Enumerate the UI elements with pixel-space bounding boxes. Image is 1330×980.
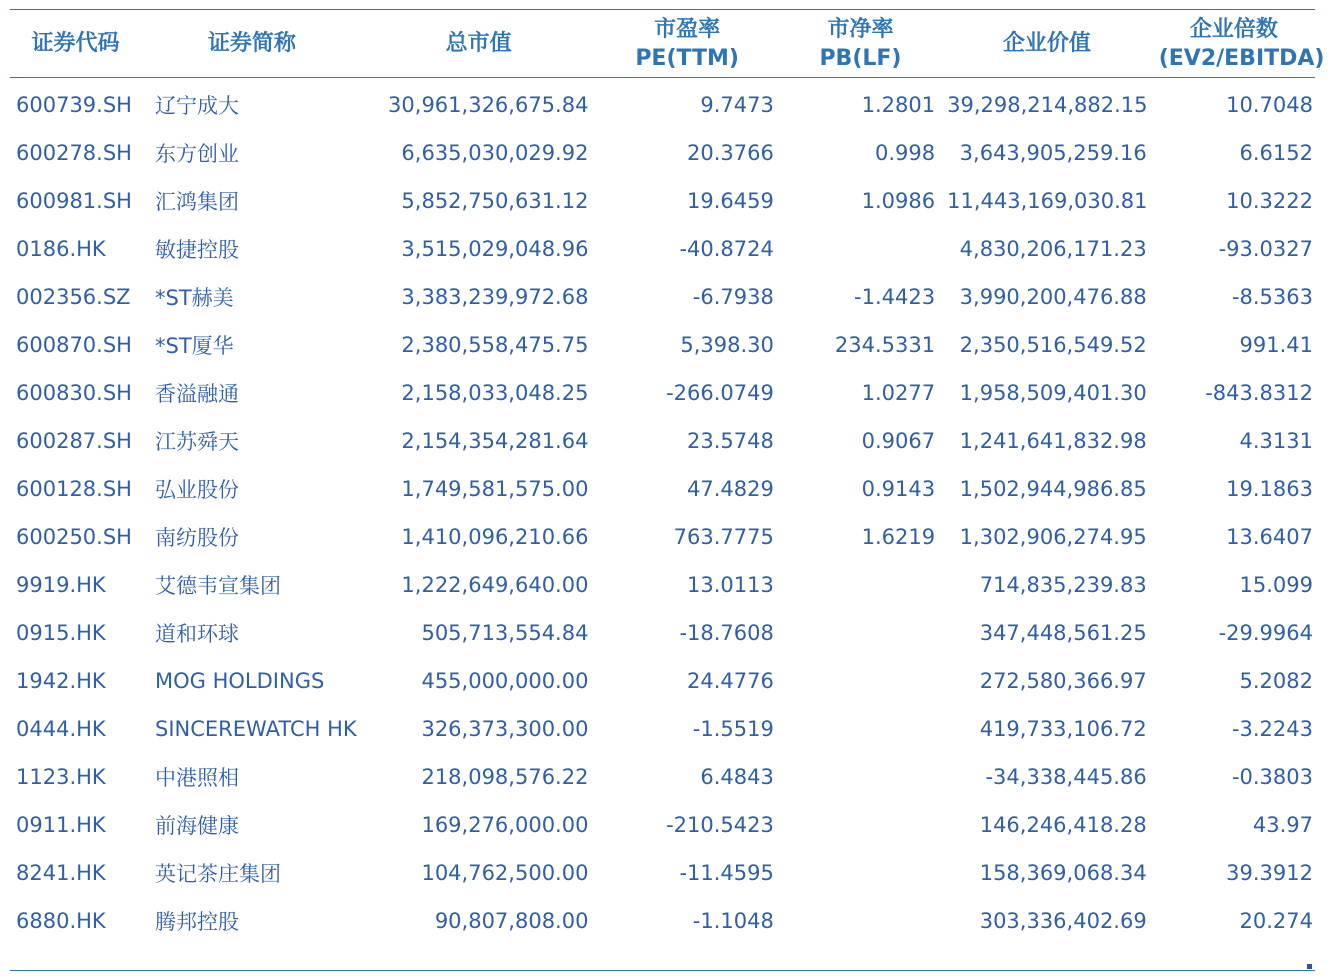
cell-pe-ttm: 23.5748 [687, 429, 774, 453]
cell-enterprise-value: -34,338,445.86 [985, 765, 1147, 789]
cell-security-name: 艾德韦宣集团 [155, 574, 281, 598]
table-row [10, 801, 1315, 849]
cell-pe-ttm: 13.0113 [687, 573, 774, 597]
cell-security-name: 腾邦控股 [155, 910, 239, 934]
cell-pb-lf [780, 897, 941, 945]
cell-market-cap: 3,515,029,048.96 [401, 237, 589, 261]
cell-pe-ttm: -1.1048 [692, 909, 774, 933]
cell-security-name: SINCEREWATCH HK [155, 717, 357, 741]
header-market-cap [363, 10, 595, 77]
cell-security-name: 弘业股份 [155, 478, 239, 502]
header-ev-ebitda-line-1: (EV2/EBITDA) [1158, 45, 1325, 71]
cell-pe-ttm: 20.3766 [687, 141, 774, 165]
cell-enterprise-value: 2,350,516,549.52 [959, 333, 1147, 357]
cell-security-name: *ST厦华 [155, 334, 234, 358]
cell-pe-ttm: -11.4595 [679, 861, 774, 885]
table-row [10, 561, 1315, 609]
table-row [10, 77, 1315, 129]
cell-pb-lf [780, 705, 941, 753]
cell-ev-ebitda: 43.97 [1252, 813, 1313, 837]
cell-enterprise-value: 714,835,239.83 [979, 573, 1147, 597]
cell-ev-ebitda: 19.1863 [1226, 477, 1313, 501]
cell-pe-ttm: 24.4776 [687, 669, 774, 693]
cell-security-code: 8241.HK [16, 861, 106, 885]
cell-pe-ttm: 5,398.30 [680, 333, 774, 357]
header-pb-lf-line-0: 市净率 [827, 16, 894, 42]
cell-security-code: 6880.HK [16, 909, 106, 933]
cell-security-code: 0186.HK [16, 237, 106, 261]
header-pe-ttm [594, 10, 779, 77]
cell-ev-ebitda: 39.3912 [1226, 861, 1313, 885]
cell-market-cap: 455,000,000.00 [421, 669, 589, 693]
cell-ev-ebitda: 13.6407 [1226, 525, 1313, 549]
cell-pe-ttm: 9.7473 [700, 93, 774, 117]
header-pe-ttm-line-1: PE(TTM) [635, 45, 739, 71]
table-row [10, 609, 1315, 657]
cell-market-cap: 2,380,558,475.75 [401, 333, 589, 357]
table-header [10, 10, 1325, 77]
cell-enterprise-value: 1,502,944,986.85 [959, 477, 1147, 501]
cell-enterprise-value: 39,298,214,882.15 [947, 93, 1148, 117]
cell-security-name: 前海健康 [155, 814, 239, 838]
cell-ev-ebitda: 10.3222 [1226, 189, 1313, 213]
cell-pe-ttm: -210.5423 [666, 813, 774, 837]
table-row [10, 657, 1315, 705]
cell-security-code: 600870.SH [16, 333, 132, 357]
cell-market-cap: 5,852,750,631.12 [401, 189, 589, 213]
cell-security-code: 1942.HK [16, 669, 106, 693]
cell-ev-ebitda: 4.3131 [1239, 429, 1313, 453]
cell-security-name: 香溢融通 [155, 382, 239, 406]
cell-market-cap: 104,762,500.00 [421, 861, 589, 885]
cell-pb-lf: 0.998 [874, 141, 936, 165]
cell-security-code: 0444.HK [16, 717, 106, 741]
cell-security-code: 0911.HK [16, 813, 106, 837]
cell-pb-lf: -1.4423 [854, 285, 936, 309]
table-row [10, 129, 1315, 177]
cell-market-cap: 2,158,033,048.25 [401, 381, 589, 405]
table-row [10, 225, 1315, 273]
table-row [10, 753, 1315, 801]
cell-security-code: 600128.SH [16, 477, 132, 501]
cell-market-cap: 1,749,581,575.00 [401, 477, 589, 501]
cell-ev-ebitda: 5.2082 [1239, 669, 1313, 693]
header-market-cap-line-0: 总市值 [445, 31, 512, 56]
cell-pb-lf [780, 753, 941, 801]
cell-market-cap: 6,635,030,029.92 [401, 141, 589, 165]
cell-pb-lf: 1.6219 [861, 525, 936, 549]
table-row [10, 465, 1315, 513]
cell-pe-ttm: 6.4843 [700, 765, 774, 789]
table-row [10, 705, 1315, 753]
cell-pe-ttm: -266.0749 [666, 381, 774, 405]
header-enterprise-value-line-0: 企业价值 [1002, 31, 1091, 56]
cell-enterprise-value: 3,643,905,259.16 [959, 141, 1147, 165]
cell-pb-lf [780, 657, 941, 705]
cell-pb-lf [780, 561, 941, 609]
cell-security-code: 600981.SH [16, 189, 132, 213]
cell-pe-ttm: -40.8724 [679, 237, 774, 261]
cell-pe-ttm: 47.4829 [687, 477, 774, 501]
cell-ev-ebitda: -0.3803 [1231, 765, 1313, 789]
cell-market-cap: 1,222,649,640.00 [401, 573, 589, 597]
cell-market-cap: 30,961,326,675.84 [388, 93, 589, 117]
cell-security-name: 敏捷控股 [155, 238, 239, 262]
cell-security-code: 1123.HK [16, 765, 106, 789]
cell-security-name: 中港照相 [155, 766, 239, 790]
cell-pb-lf: 1.2801 [861, 93, 936, 117]
cell-ev-ebitda: -93.0327 [1218, 237, 1313, 261]
table-row [10, 417, 1315, 465]
cell-pe-ttm: 763.7775 [673, 525, 774, 549]
cell-security-name: 东方创业 [155, 142, 239, 166]
cell-market-cap: 326,373,300.00 [421, 717, 589, 741]
cell-pb-lf: 1.0986 [861, 189, 936, 213]
cell-enterprise-value: 3,990,200,476.88 [959, 285, 1147, 309]
cell-ev-ebitda: 6.6152 [1239, 141, 1313, 165]
cell-enterprise-value: 158,369,068.34 [979, 861, 1147, 885]
cell-pe-ttm: -18.7608 [679, 621, 774, 645]
cell-security-name: MOG HOLDINGS [155, 669, 325, 693]
cell-market-cap: 2,154,354,281.64 [401, 429, 589, 453]
resize-handle-icon [1307, 964, 1312, 969]
cell-pe-ttm: -6.7938 [692, 285, 774, 309]
stock-valuation-table [10, 10, 1325, 945]
header-pb-lf-line-1: PB(LF) [819, 45, 902, 71]
header-pb-lf [780, 10, 941, 77]
table-row [10, 513, 1315, 561]
cell-security-code: 0915.HK [16, 621, 106, 645]
cell-pe-ttm: 19.6459 [687, 189, 774, 213]
cell-market-cap: 169,276,000.00 [421, 813, 589, 837]
cell-pb-lf [780, 801, 941, 849]
cell-ev-ebitda: -8.5363 [1231, 285, 1313, 309]
header-ev-ebitda-line-0: 企业倍数 [1189, 16, 1278, 42]
table-row [10, 321, 1315, 369]
header-security-code-line-0: 证券代码 [31, 31, 120, 56]
cell-enterprise-value: 4,830,206,171.23 [959, 237, 1147, 261]
table-body [10, 77, 1315, 945]
cell-security-code: 600278.SH [16, 141, 132, 165]
cell-security-name: 汇鸿集团 [155, 190, 239, 214]
header-row [10, 10, 1315, 77]
cell-security-name: 道和环球 [155, 622, 239, 646]
header-enterprise-value [941, 10, 1153, 77]
cell-market-cap: 218,098,576.22 [421, 765, 589, 789]
cell-security-name: *ST赫美 [155, 286, 234, 310]
cell-market-cap: 505,713,554.84 [421, 621, 589, 645]
cell-security-name: 辽宁成大 [155, 94, 239, 118]
cell-pb-lf: 234.5331 [834, 333, 936, 357]
header-security-name-line-0: 证券简称 [207, 31, 296, 56]
cell-market-cap: 90,807,808.00 [434, 909, 589, 933]
cell-security-name: 英记茶庄集团 [155, 862, 281, 886]
cell-enterprise-value: 272,580,366.97 [979, 669, 1147, 693]
cell-ev-ebitda: 991.41 [1239, 333, 1313, 357]
cell-ev-ebitda: -29.9964 [1218, 621, 1313, 645]
header-security-name [141, 10, 363, 77]
table-row [10, 849, 1315, 897]
cell-ev-ebitda: 15.099 [1239, 573, 1313, 597]
cell-enterprise-value: 146,246,418.28 [979, 813, 1147, 837]
cell-pb-lf [780, 609, 941, 657]
cell-security-code: 002356.SZ [16, 285, 131, 309]
cell-enterprise-value: 347,448,561.25 [979, 621, 1147, 645]
cell-enterprise-value: 303,336,402.69 [979, 909, 1147, 933]
cell-enterprise-value: 1,241,641,832.98 [959, 429, 1147, 453]
cell-enterprise-value: 11,443,169,030.81 [947, 189, 1148, 213]
cell-security-code: 600250.SH [16, 525, 132, 549]
cell-security-code: 600830.SH [16, 381, 132, 405]
cell-security-code: 600739.SH [16, 93, 132, 117]
table-row [10, 369, 1315, 417]
cell-security-code: 9919.HK [16, 573, 106, 597]
cell-pb-lf: 0.9143 [861, 477, 936, 501]
table-row [10, 897, 1315, 945]
cell-security-code: 600287.SH [16, 429, 132, 453]
cell-ev-ebitda: -3.2243 [1231, 717, 1313, 741]
cell-pb-lf [780, 849, 941, 897]
table-row [10, 177, 1315, 225]
cell-ev-ebitda: -843.8312 [1205, 381, 1313, 405]
cell-pb-lf [780, 225, 941, 273]
cell-market-cap: 3,383,239,972.68 [401, 285, 589, 309]
cell-enterprise-value: 419,733,106.72 [979, 717, 1147, 741]
cell-market-cap: 1,410,096,210.66 [401, 525, 589, 549]
cell-ev-ebitda: 10.7048 [1226, 93, 1313, 117]
cell-security-name: 南纺股份 [155, 526, 239, 550]
header-security-code [10, 10, 141, 77]
table-bottom-rule [10, 970, 1315, 971]
cell-enterprise-value: 1,302,906,274.95 [959, 525, 1147, 549]
cell-pb-lf: 0.9067 [861, 429, 936, 453]
header-pe-ttm-line-0: 市盈率 [654, 16, 721, 42]
cell-enterprise-value: 1,958,509,401.30 [959, 381, 1147, 405]
header-ev-ebitda [1153, 10, 1325, 77]
cell-security-name: 江苏舜天 [155, 430, 239, 454]
cell-pe-ttm: -1.5519 [692, 717, 774, 741]
table-row [10, 273, 1315, 321]
cell-pb-lf: 1.0277 [861, 381, 936, 405]
cell-ev-ebitda: 20.274 [1239, 909, 1313, 933]
